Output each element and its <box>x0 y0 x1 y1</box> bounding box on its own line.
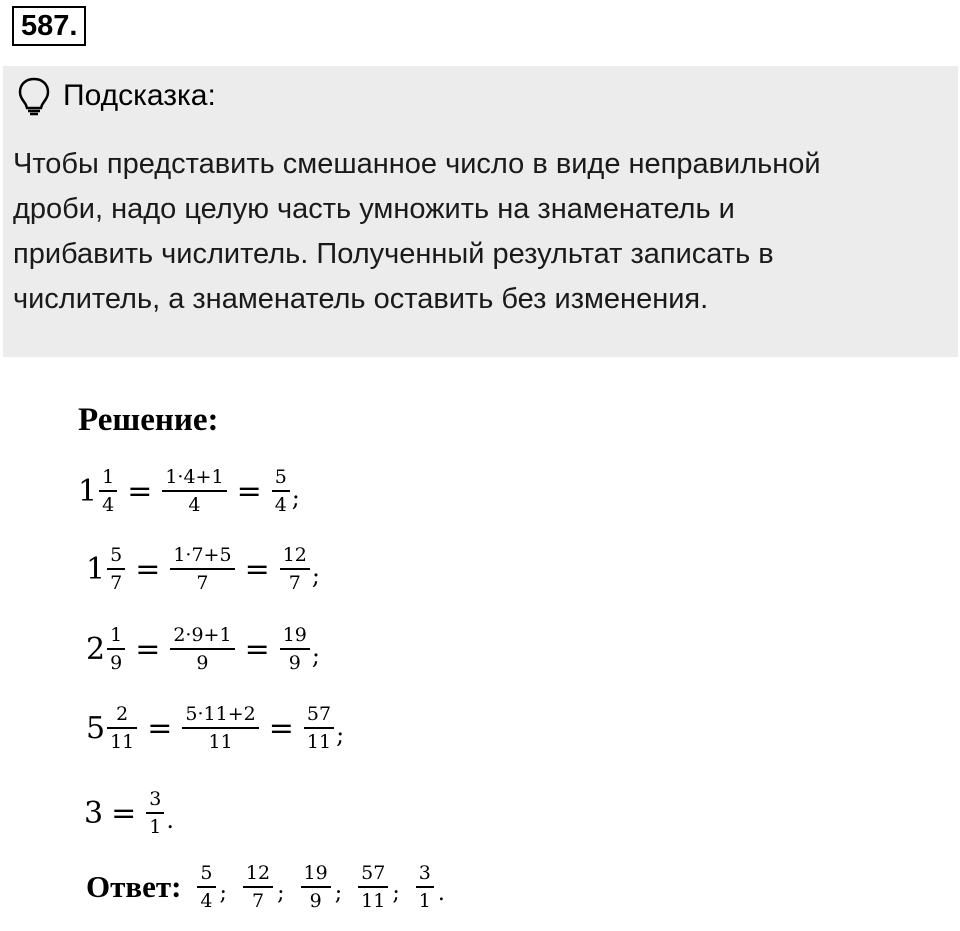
equals-sign: = <box>111 795 137 831</box>
fraction <box>170 624 234 674</box>
denominator: 11 <box>182 727 258 753</box>
fraction <box>280 624 310 674</box>
numerator: 1 <box>110 624 123 646</box>
denominator: 11 <box>358 886 388 912</box>
answer-fraction <box>301 862 331 912</box>
numerator: 1 <box>102 466 115 488</box>
whole-part: 1 <box>86 551 106 587</box>
fraction <box>170 544 234 594</box>
fraction <box>99 466 117 516</box>
separator: ; <box>277 881 285 906</box>
hint-header <box>17 76 216 116</box>
denominator: 1 <box>416 886 434 912</box>
answer-label: Ответ: <box>86 869 182 904</box>
denominator: 9 <box>280 648 310 674</box>
numerator: 19 <box>303 862 328 884</box>
denominator: 4 <box>197 886 215 912</box>
numerator: 57 <box>306 703 332 725</box>
answer-fraction <box>243 862 273 912</box>
whole-part: 3 <box>84 795 104 831</box>
hint-panel <box>3 66 958 357</box>
denominator: 4 <box>162 490 226 516</box>
punctuation: ; <box>311 642 320 670</box>
denominator: 1 <box>146 812 164 838</box>
fraction <box>304 703 334 753</box>
answer-fraction <box>358 862 388 912</box>
punctuation: . <box>166 806 174 834</box>
equals-sign: = <box>236 473 262 509</box>
solution-row <box>86 544 320 594</box>
numerator: 3 <box>418 862 431 884</box>
numerator: 57 <box>361 862 386 884</box>
solution-row <box>86 703 344 753</box>
fraction <box>182 703 258 753</box>
fraction <box>107 544 125 594</box>
denominator: 7 <box>170 568 234 594</box>
punctuation: ; <box>311 562 320 590</box>
fraction <box>280 544 310 594</box>
numerator: 2·9+1 <box>173 624 232 646</box>
solution-row <box>78 466 300 516</box>
numerator: 5 <box>274 466 287 488</box>
solution-title: Решение: <box>78 402 219 438</box>
whole-part: 1 <box>78 473 98 509</box>
denominator: 11 <box>304 727 334 753</box>
solution-row <box>84 788 174 838</box>
numerator: 5 <box>110 544 123 566</box>
lightbulb-icon <box>17 76 51 116</box>
whole-part: 2 <box>86 631 106 667</box>
hint-line: Чтобы представить смешанное число в виде неправильной <box>13 148 821 180</box>
fraction <box>107 703 137 753</box>
hint-text <box>13 142 933 322</box>
separator: ; <box>392 881 400 906</box>
answer-fraction <box>416 862 434 912</box>
answer-line <box>86 862 459 912</box>
equals-sign: = <box>135 631 161 667</box>
task-number: 587. <box>12 6 86 46</box>
denominator: 7 <box>107 568 125 594</box>
fraction <box>146 788 164 838</box>
equals-sign: = <box>147 710 173 746</box>
numerator: 12 <box>245 862 271 884</box>
hint-title: Подсказка: <box>63 79 216 112</box>
equals-sign: = <box>127 473 153 509</box>
denominator: 4 <box>272 490 290 516</box>
numerator: 19 <box>282 624 307 646</box>
numerator: 3 <box>149 788 162 810</box>
numerator: 5·11+2 <box>185 703 256 725</box>
numerator: 5 <box>200 862 213 884</box>
fraction <box>272 466 290 516</box>
fraction <box>162 466 226 516</box>
equals-sign: = <box>244 631 270 667</box>
equals-sign: = <box>135 551 161 587</box>
numerator: 12 <box>282 544 307 566</box>
fraction <box>107 624 125 674</box>
hint-line: дроби, надо целую часть умножить на знаменатель и <box>13 193 735 225</box>
whole-part: 5 <box>86 710 106 746</box>
answer-fraction <box>197 862 215 912</box>
denominator: 9 <box>301 886 331 912</box>
denominator: 7 <box>280 568 310 594</box>
denominator: 11 <box>107 727 137 753</box>
numerator: 1·4+1 <box>165 466 224 488</box>
denominator: 4 <box>99 490 117 516</box>
equals-sign: = <box>244 551 270 587</box>
separator: . <box>437 881 445 906</box>
numerator: 2 <box>116 703 129 725</box>
denominator: 9 <box>170 648 234 674</box>
solution-row <box>86 624 320 674</box>
numerator: 1·7+5 <box>173 544 232 566</box>
equals-sign: = <box>268 710 294 746</box>
denominator: 7 <box>243 886 273 912</box>
hint-line: прибавить числитель. Полученный результат записать в <box>13 238 774 270</box>
separator: ; <box>334 881 343 906</box>
punctuation: ; <box>291 484 300 512</box>
denominator: 9 <box>107 648 125 674</box>
separator: ; <box>219 881 227 906</box>
punctuation: ; <box>336 721 345 749</box>
hint-line: числитель, а знаменатель оставить без изменения. <box>13 283 709 315</box>
